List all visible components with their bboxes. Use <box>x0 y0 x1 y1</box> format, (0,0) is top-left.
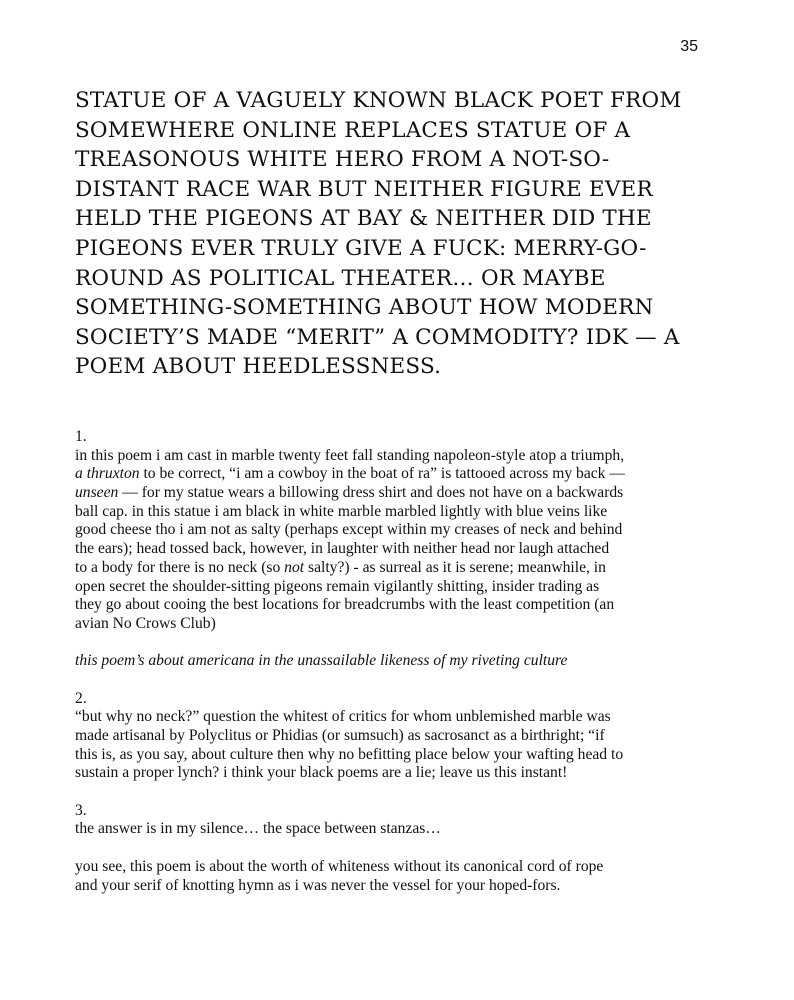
title-line: DISTANT RACE WAR BUT NEITHER FIGURE EVER <box>75 176 653 202</box>
line-text: salty?) - as surreal as it is serene; meanwhile, in <box>304 558 606 576</box>
line-text: this is, as you say, about culture then why no befitting place below your wafting head to <box>75 745 624 763</box>
line-text: avian No Crows Club) <box>75 614 216 632</box>
poem-line <box>75 540 625 559</box>
poem-line <box>75 559 625 578</box>
line-text: the ears); head tossed back, however, in laughter with neither head nor laugh attached <box>75 540 610 558</box>
line-text: 2. <box>75 689 87 707</box>
poem-line <box>75 858 625 877</box>
page-number: 35 <box>680 38 698 55</box>
line-text: sustain a proper lynch? i think your black poems are a lie; leave us this instant! <box>75 764 568 782</box>
title-line: HELD THE PIGEONS AT BAY & NEITHER DID THE <box>75 206 652 232</box>
line-text: in this poem i am cast in marble twenty feet fall standing napoleon-style atop a triumph, <box>75 446 625 464</box>
line-text: to a body for there is no neck (so <box>75 558 285 576</box>
poem-body <box>75 428 625 895</box>
poem-line <box>75 521 625 540</box>
italic-text: unseen <box>75 484 119 502</box>
poem-line <box>75 877 625 896</box>
title-line: PIGEONS EVER TRULY GIVE A FUCK: MERRY-GO- <box>75 235 647 261</box>
line-text: they go about cooing the best locations for breadcrumbs with the least competition (an <box>75 596 615 614</box>
line-text: good cheese tho i am not as salty (perhaps except within my creases of neck and behind <box>75 521 623 539</box>
poem-line <box>75 727 625 746</box>
title-line: SOMETHING-SOMETHING ABOUT HOW MODERN <box>75 295 654 321</box>
poem-line <box>75 428 625 447</box>
line-text: open secret the shoulder-sitting pigeons remain vigilantly shitting, insider trading as <box>75 577 600 595</box>
poem-title <box>75 86 682 382</box>
line-text: 1. <box>75 428 87 445</box>
poem-line <box>75 764 625 783</box>
line-text: 3. <box>75 801 87 819</box>
italic-text: this poem’s about americana in the unassailable likeness of my riveting culture <box>75 652 568 670</box>
line-text: ball cap. in this statue i am black in white marble marbled lightly with blue veins like <box>75 502 608 520</box>
line-text: to be correct, “i am a cowboy in the boat of ra” is tattooed across my back — <box>139 465 625 483</box>
poem-line <box>75 615 625 634</box>
poem-line <box>75 484 625 503</box>
line-text: and your serif of knotting hymn as i was never the vessel for your hoped-fors. <box>75 876 561 894</box>
title-line: SOMEWHERE ONLINE REPLACES STATUE OF A <box>75 117 631 143</box>
title-line: SOCIETY’S MADE “MERIT” A COMMODITY? IDK — A <box>75 324 680 350</box>
line-text: the answer is in my silence… the space between stanzas… <box>75 820 441 838</box>
poem-line <box>75 746 625 765</box>
poem-line <box>75 802 625 821</box>
title-line: POEM ABOUT HEEDLESSNESS. <box>75 354 442 380</box>
line-text: “but why no neck?” question the whitest of critics for whom unblemished marble was <box>75 708 611 726</box>
stanza-gap <box>75 634 625 653</box>
poem-line <box>75 447 625 466</box>
poem-line <box>75 820 625 839</box>
poem-line <box>75 465 625 484</box>
title-line: TREASONOUS WHITE HERO FROM A NOT-SO- <box>75 147 610 173</box>
stanza-gap <box>75 839 625 858</box>
poem-line <box>75 596 625 615</box>
poem-line <box>75 652 625 671</box>
poem-line <box>75 503 625 522</box>
line-text: you see, this poem is about the worth of whiteness without its canonical cord of rope <box>75 857 604 875</box>
poem-line <box>75 708 625 727</box>
italic-text: not <box>284 558 305 576</box>
stanza-gap <box>75 671 625 690</box>
poem-line <box>75 578 625 597</box>
line-text: — for my statue wears a billowing dress shirt and does not have on a backwards <box>118 484 624 502</box>
line-text: made artisanal by Polyclitus or Phidias (or sumsuch) as sacrosanct as a birthright; “if <box>75 727 605 744</box>
italic-text: a thruxton <box>75 465 140 483</box>
title-line: ROUND AS POLITICAL THEATER… OR MAYBE <box>75 265 606 291</box>
poem-line <box>75 690 625 709</box>
stanza-gap <box>75 783 625 802</box>
title-line: STATUE OF A VAGUELY KNOWN BLACK POET FROM <box>75 88 682 113</box>
